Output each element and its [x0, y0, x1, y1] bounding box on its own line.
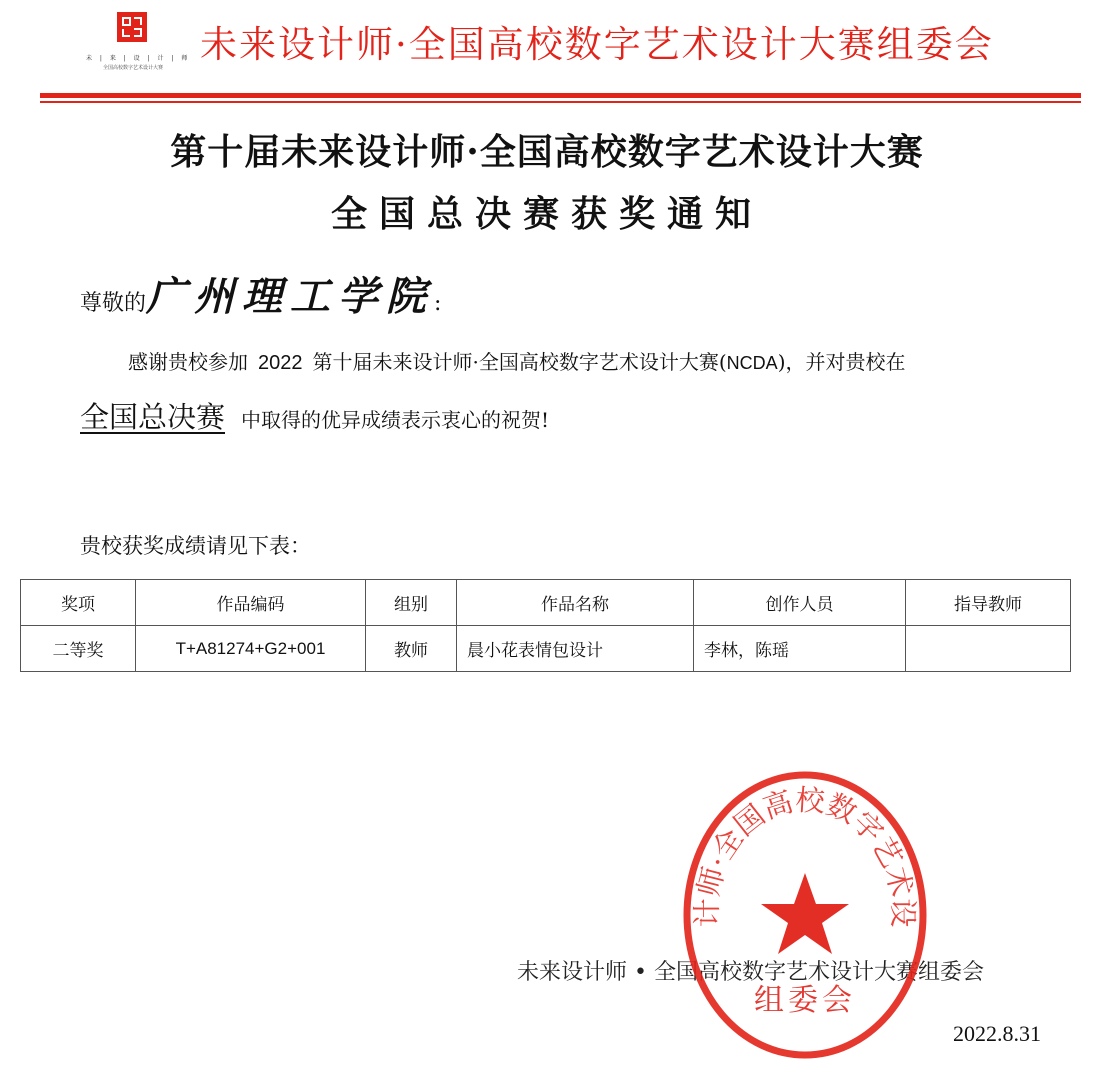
cell-code: T+A81274+G2+001 [136, 626, 366, 672]
greeting-colon: : [434, 291, 442, 316]
school-name: 广州理工学院 [146, 273, 435, 320]
body-year: 2022 [258, 352, 303, 374]
signature-date: 2022.8.31 [953, 1021, 1041, 1046]
col-header-group: 组别 [366, 580, 457, 626]
table-header-row [21, 580, 1071, 626]
logo-icon [117, 12, 147, 42]
body-text-1: 感谢贵校参加 [128, 350, 248, 374]
congrats-text: 中取得的优异成绩表示衷心的祝贺! [241, 408, 550, 432]
official-seal [680, 770, 930, 1060]
award-level: 全国总决赛 [80, 400, 226, 434]
signature: 未来设计师 • 全国高校数字艺术设计大赛组委会 [517, 960, 984, 985]
col-header-work: 作品名称 [457, 580, 694, 626]
greeting-lead: 尊敬的 [80, 291, 147, 316]
cell-advisor [906, 626, 1071, 672]
cell-group: 教师 [366, 626, 457, 672]
body-text-3: )，并对贵校在 [777, 350, 906, 374]
col-header-code: 作品编码 [136, 580, 366, 626]
document-title: 第十届未来设计师·全国高校数字艺术设计大赛 [170, 131, 924, 173]
org-header: 未来设计师·全国高校数字艺术设计大赛组委会 [200, 23, 994, 66]
cell-work: 晨小花表情包设计 [457, 626, 694, 672]
logo-subtitle: 全国高校数字艺术设计大赛 [102, 65, 163, 71]
body-text-2: 第十届未来设计师·全国高校数字艺术设计大赛( [312, 350, 727, 374]
greeting [80, 265, 441, 322]
table-row [21, 626, 1071, 672]
seal-bottom-text: 组委会 [754, 983, 856, 1018]
header-rule-thin [40, 101, 1081, 103]
body-paragraph [128, 346, 906, 375]
col-header-advisor: 指导教师 [906, 580, 1071, 626]
seal-star-icon [761, 873, 849, 954]
body-paragraph-cont [80, 395, 549, 436]
document-subtitle: 全国总决赛获奖通知 [330, 193, 763, 235]
seal-arc-text: 计师·全国高校数字艺术设 [689, 782, 921, 928]
table-intro: 贵校获奖成绩请见下表： [80, 534, 311, 558]
logo-chars: 未 | 来 | 设 | 计 | 师 [86, 55, 191, 62]
col-header-creators: 创作人员 [694, 580, 906, 626]
cell-award: 二等奖 [21, 626, 136, 672]
col-header-award: 奖项 [21, 580, 136, 626]
header-rule-thick [40, 93, 1081, 98]
body-abbr: NCDA [726, 353, 778, 373]
cell-creators: 李林，陈瑶 [694, 626, 906, 672]
results-table [20, 579, 1071, 672]
seal-icon [680, 770, 930, 1060]
